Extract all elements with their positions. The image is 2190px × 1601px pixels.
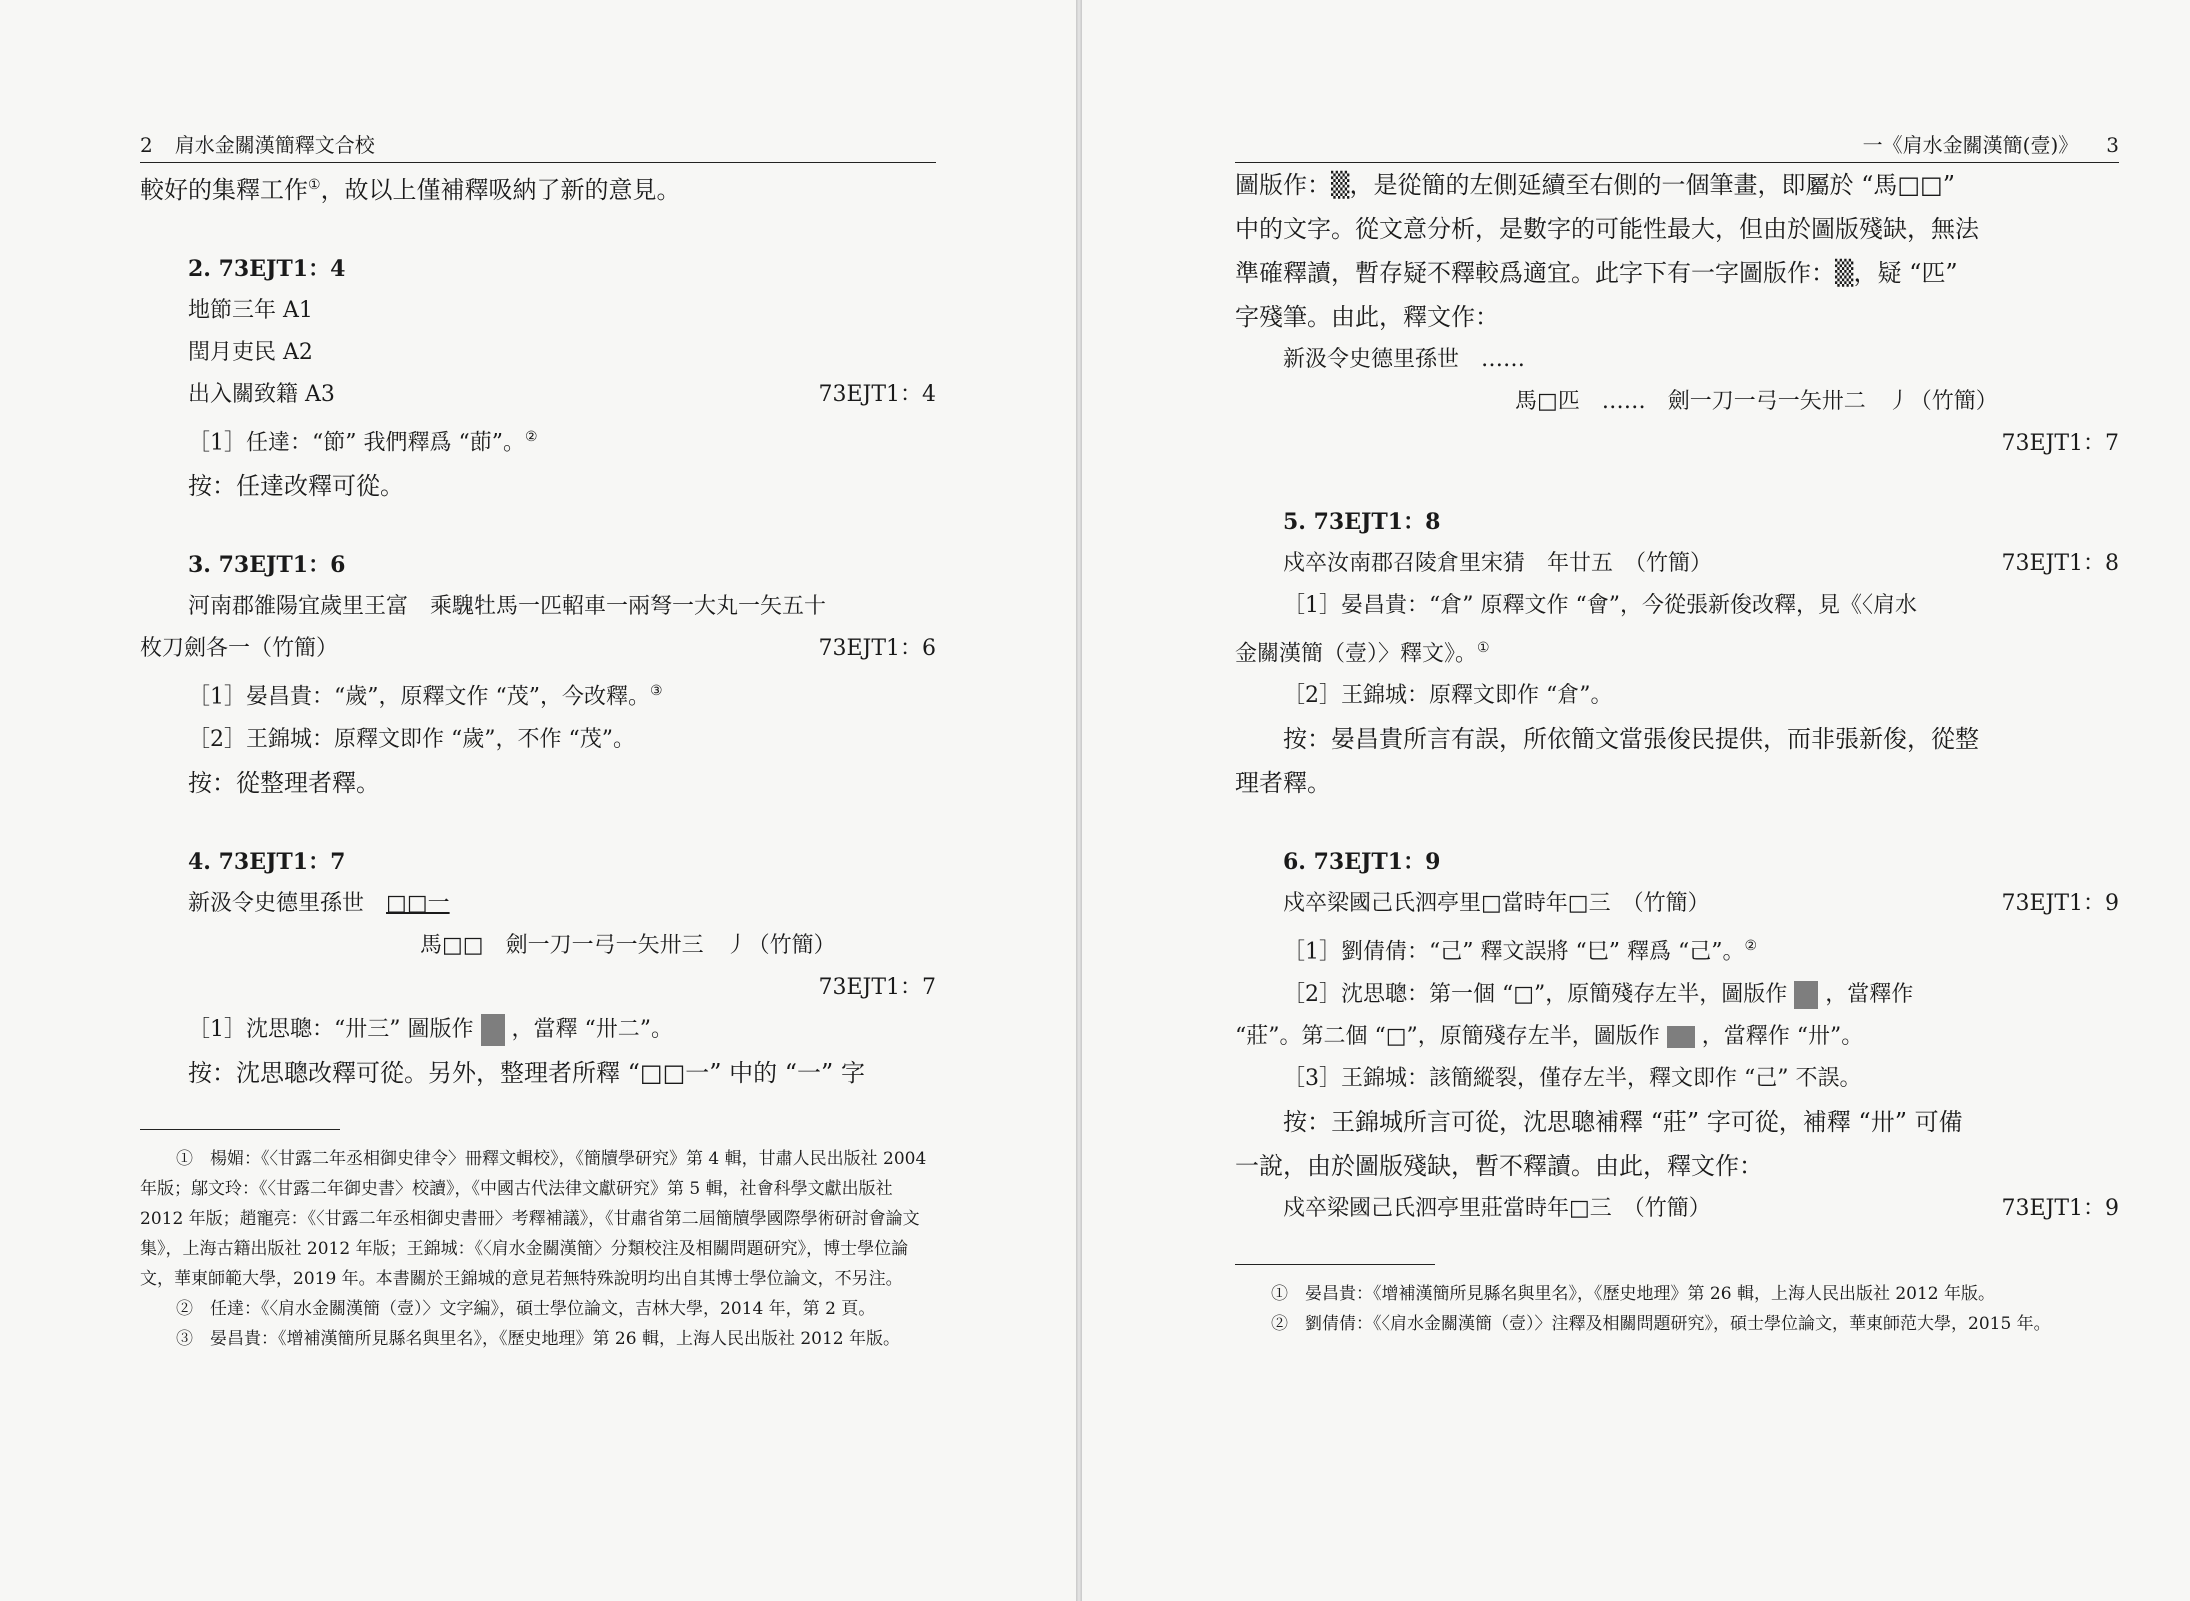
footnote-text: 晏昌貴：《增補漢簡所見縣名與里名》，《歷史地理》第 26 輯，上海人民出版社 2012 年版。	[210, 1328, 901, 1349]
note-text: “莊”。第二個 “□”，原簡殘存左半，圖版作	[1235, 1023, 1660, 1049]
footnote-marker: ③	[649, 683, 663, 700]
note-line	[140, 1009, 936, 1051]
note-line: 按：沈思聰改釋可從。另外，整理者所釋 “□□一” 中的 “一” 字	[188, 1058, 865, 1087]
running-title: 肩水金關漢簡釋文合校	[174, 133, 375, 157]
slip-ref: 73EJT1：9	[2001, 1195, 2119, 1221]
slip-line: 戍卒汝南郡召陵倉里宋猜 年廿五 （竹簡）	[1283, 551, 1713, 576]
left-page-content	[140, 128, 936, 1354]
note-line: 按：晏昌貴所言有誤，所依簡文當張俊民提供，而非張新俊，從整	[1283, 725, 1979, 754]
body-line: 圖版作：▒，是從簡的左側延續至右側的一個筆畫，即屬於 “馬□□”	[1235, 171, 1955, 199]
entry-title: 2. 73EJT1：4	[188, 256, 346, 282]
intro-paragraph	[140, 163, 936, 212]
note-line	[1235, 627, 2119, 675]
footnote-rule	[1235, 1264, 1435, 1265]
slip-line: 閏月吏民 A2	[188, 340, 313, 365]
note-line: 一說，由於圖版殘缺，暫不釋讀。由此，釋文作：	[1235, 1151, 1763, 1180]
entry-title: 4. 73EJT1：7	[188, 848, 346, 875]
note-text: ［1］沈思聰：“卅三” 圖版作	[188, 1016, 474, 1042]
footnote-marker: ②	[1744, 938, 1758, 955]
note-line: ［2］王錦城：原釋文即作 “倉”。	[1283, 683, 1613, 709]
footnote-marker: ①	[308, 177, 321, 193]
note-line	[140, 670, 936, 718]
entry-title: 6. 73EJT1：9	[1283, 849, 1441, 876]
footnote-text: 晏昌貴：《增補漢簡所見縣名與里名》，《歷史地理》第 26 輯，上海人民出版社 2012 年版。	[1305, 1283, 1996, 1304]
slip-image-glyph	[1667, 1026, 1695, 1048]
slip-line-with-ref	[140, 628, 936, 670]
footnote-number: ①	[176, 1148, 193, 1169]
slip-line: 地節三年 A1	[188, 298, 313, 323]
note-line	[1235, 925, 2119, 973]
body-line: 中的文字。從文意分析，是數字的可能性最大，但由於圖版殘缺，無法	[1235, 215, 1979, 243]
entry-title: 3. 73EJT1：6	[188, 552, 346, 579]
slip-ref: 73EJT1：6	[818, 636, 936, 662]
slip-line	[140, 883, 936, 925]
note-line: 按：從整理者釋。	[188, 768, 380, 797]
left-page	[0, 0, 1076, 1601]
note-line	[1235, 1016, 2119, 1058]
slip-text: 新汲令史德里孫世	[188, 890, 365, 916]
running-title: 一《肩水金關漢簡(壹)》	[1862, 133, 2079, 157]
header-right-text	[1863, 129, 2119, 158]
slip-image-glyph	[1794, 981, 1818, 1009]
slip-line: 新汲令史德里孫世 ……	[1283, 347, 1526, 372]
note-line	[140, 416, 936, 464]
slip-image-glyph	[481, 1014, 505, 1046]
note-line: ［2］王錦城：原釋文即作 “歲”，不作 “茂”。	[188, 726, 635, 752]
slip-line-with-ref	[1235, 1188, 2119, 1230]
slip-ref: 73EJT1：7	[2001, 431, 2119, 456]
page-number: 3	[2106, 133, 2119, 157]
note-text: 金關漢簡（壹）〉釋文》。	[1235, 641, 1478, 667]
slip-ref: 73EJT1：7	[818, 974, 936, 1000]
slip-line: 馬□□ 劍一刀一弓一矢卅三 丿（竹簡）	[420, 932, 836, 958]
footnote	[140, 1294, 936, 1324]
footnote-text: 楊媚：《〈甘露二年丞相御史律令〉冊釋文輯校》，《簡牘學研究》第 4 輯，甘肅人民出版社 2004 年版；鄔文玲：《〈甘露二年御史書〉校讀》，《中國古代法律文獻研究》第 5 輯，社會科學文獻出版社 2012 年版；趙寵亮：《〈甘露二年丞相御史書冊〉考釋補議》，《甘肅省第二屆簡牘學國際學術研討會論文集》，上海古籍出版社 2012 年版；王錦城：《〈肩水金關漢簡〉分類校注及相關問題研究》，博士學位論文，華東師範大學，2019 年。本書關於王錦城的意見若無特殊說明均出自其博士學位論文，不另注。	[140, 1148, 927, 1289]
footnote	[1235, 1279, 2119, 1309]
header-left-text	[140, 129, 397, 158]
footnote	[140, 1324, 936, 1354]
slip-line-with-ref	[1235, 543, 2119, 585]
running-header-left	[140, 128, 936, 163]
footnote-marker: ②	[524, 429, 538, 445]
slip-line-with-ref	[1235, 883, 2119, 925]
note-text: ［1］劉倩倩：“己” 釋文誤將 “巳” 釋爲 “己”。	[1283, 939, 1745, 965]
slip-text-underlined: □□一	[386, 890, 450, 916]
footnote	[1235, 1309, 2119, 1339]
intro-text-rest: ，故以上僅補釋吸納了新的意見。	[320, 176, 681, 204]
note-line: 按：王錦城所言可從，沈思聰補釋 “莊” 字可從，補釋 “卅” 可備	[1283, 1107, 1963, 1136]
slip-ref: 73EJT1：4	[818, 382, 936, 407]
footnote-number: ②	[1271, 1313, 1288, 1334]
footnote-number: ②	[176, 1298, 193, 1319]
footnote-rule	[140, 1129, 340, 1130]
slip-ref: 73EJT1：9	[2001, 891, 2119, 917]
note-line: ［1］晏昌貴：“倉” 原釋文作 “會”，今從張新俊改釋，見《〈肩水	[1283, 593, 1917, 618]
note-line: 按：任達改釋可從。	[188, 472, 404, 501]
slip-line: 河南郡雒陽宜歲里王富 乘騩牡馬一匹軺車一兩弩一大丸一矢五十	[188, 594, 827, 620]
slip-line: 枚刀劍各一（竹簡）	[140, 636, 339, 662]
slip-line: 戍卒梁國己氏泗亭里□當時年□三 （竹簡）	[1283, 891, 1710, 917]
footnote	[140, 1144, 936, 1294]
note-line: ［3］王錦城：該簡縱裂，僅存左半，釋文即作 “己” 不誤。	[1283, 1065, 1862, 1091]
entry-title: 5. 73EJT1：8	[1283, 509, 1441, 535]
footnote-number: ①	[1271, 1283, 1288, 1304]
note-text: ［2］沈思聰：第一個 “□”，原簡殘存左半，圖版作	[1283, 981, 1788, 1007]
footnote-text: 任達：《〈肩水金關漢簡（壹）〉文字編》，碩士學位論文，吉林大學，2014 年，第 2 頁。	[210, 1298, 876, 1319]
note-text: ，當釋作 “卅”。	[1701, 1023, 1864, 1049]
running-header-right	[1235, 128, 2119, 163]
note-text: ［1］晏昌貴：“歲”，原釋文作 “茂”，今改釋。	[188, 684, 650, 710]
footnote-marker: ①	[1477, 640, 1490, 656]
body-line: 準確釋讀，暫存疑不釋較爲適宜。此字下有一字圖版作：▒，疑 “匹”	[1235, 259, 1958, 287]
note-text: ，當釋 “卅二”。	[511, 1016, 673, 1042]
slip-ref: 73EJT1：8	[2001, 551, 2119, 576]
slip-line-with-ref	[140, 374, 936, 416]
footnote-number: ③	[176, 1328, 193, 1349]
note-line	[1235, 974, 2119, 1016]
right-page-content	[1235, 128, 2119, 1339]
slip-line: 馬□匹 …… 劍一刀一弓一矢卅二 丿（竹簡）	[1515, 389, 1998, 414]
page-number: 2	[140, 133, 153, 157]
body-line: 字殘筆。由此，釋文作：	[1235, 303, 1499, 331]
intro-text: 較好的集釋工作	[140, 176, 308, 204]
note-line: 理者釋。	[1235, 769, 1331, 798]
footnote-text: 劉倩倩：《〈肩水金關漢簡（壹）〉注釋及相關問題研究》，碩士學位論文，華東師范大學，2015 年。	[1305, 1313, 2051, 1334]
right-page	[1082, 0, 2190, 1601]
note-text: ，當釋作	[1825, 981, 1914, 1007]
note-text: ［1］任達：“節” 我們釋爲 “莭”。	[188, 430, 525, 456]
slip-line: 戍卒梁國己氏泗亭里莊當時年□三 （竹簡）	[1283, 1195, 1711, 1221]
slip-line: 出入關致籍 A3	[188, 382, 335, 407]
